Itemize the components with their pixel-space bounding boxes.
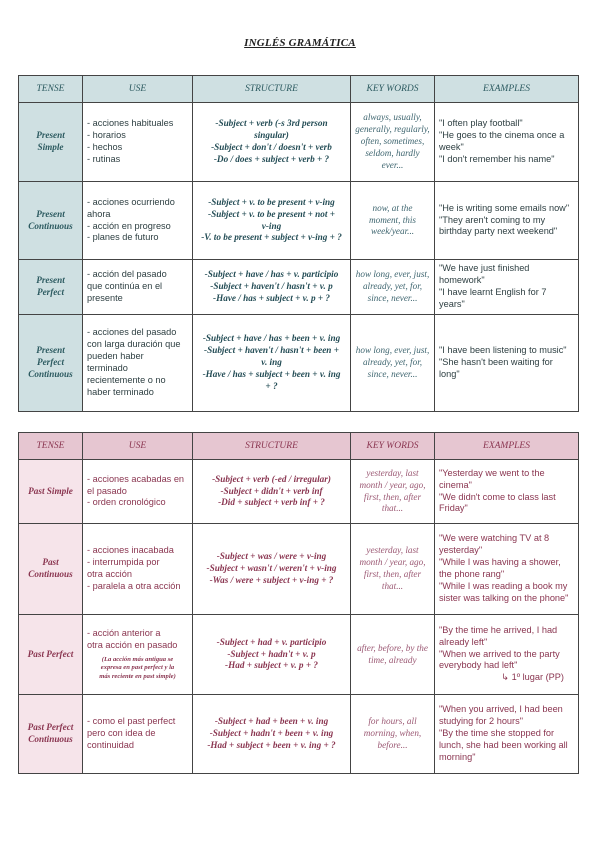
- example-line: studying for 2 hours": [439, 716, 523, 727]
- present-tenses-table: [18, 75, 579, 412]
- structure-line: -Subject + had + v. participio: [216, 636, 327, 647]
- example-line: "I don't remember his name": [439, 153, 555, 164]
- example-line: "When you arrived, I had been: [439, 704, 563, 715]
- keywords-line: generally, regularly,: [355, 124, 430, 135]
- example-line: "He goes to the cinema once a: [439, 130, 565, 141]
- structure-line: -Subject + v. to be present + not +: [208, 208, 335, 219]
- header-use: USE: [83, 76, 193, 103]
- structure-line: v. ing: [261, 356, 282, 367]
- tense-line: Past Simple: [28, 485, 73, 496]
- keywords-cell: [351, 460, 435, 524]
- use-line: - acción en progreso: [87, 220, 171, 231]
- examples-cell: [435, 260, 579, 315]
- structure-cell: [193, 615, 351, 695]
- keywords-line: since, never...: [367, 368, 418, 379]
- use-line: - acciones acabadas en: [87, 473, 185, 484]
- use-line: otra acción: [87, 569, 132, 579]
- example-line: "I often play football": [439, 118, 523, 129]
- tense-line: Simple: [37, 142, 64, 152]
- tense-line: Past Perfect: [27, 722, 74, 733]
- table-row: [19, 695, 579, 774]
- use-cell: [83, 524, 193, 615]
- keywords-cell: [351, 524, 435, 615]
- tense-line: Perfect: [36, 356, 65, 367]
- examples-cell: [435, 524, 579, 615]
- tense-cell: [19, 314, 83, 411]
- example-line: cinema": [439, 479, 472, 490]
- structure-line: -Subject + haven't / hasn't + been +: [204, 344, 339, 355]
- example-line: "I have been listening to music": [439, 344, 567, 355]
- use-line: - paralela a otra acción: [87, 580, 181, 591]
- example-line: "While I was having a shower,: [439, 557, 561, 568]
- use-cell: [83, 460, 193, 524]
- keywords-cell: [351, 314, 435, 411]
- use-cell: [83, 103, 193, 182]
- keywords-line: how long, ever, just,: [355, 344, 430, 355]
- keywords-line: that...: [381, 503, 404, 514]
- use-line: pueden haber: [87, 350, 144, 361]
- keywords-line: often, sometimes,: [360, 136, 425, 147]
- table-header-row: [19, 433, 579, 460]
- example-line: week": [439, 142, 464, 152]
- use-line: terminado: [87, 362, 128, 373]
- structure-line: -Do / does + subject + verb + ?: [213, 153, 330, 164]
- use-line: con larga duración que: [87, 338, 181, 349]
- use-line: haber terminado: [87, 386, 154, 397]
- table-row: [19, 314, 579, 411]
- structure-line: -Subject + verb (-ed / irregular): [212, 473, 331, 484]
- keywords-line: now, at the: [372, 202, 413, 213]
- tense-line: Continuous: [28, 220, 73, 231]
- structure-cell: [193, 182, 351, 260]
- structure-line: -Did + subject + verb inf + ?: [218, 497, 325, 508]
- example-line: "When we arrived to the party: [439, 648, 560, 659]
- structure-cell: [193, 695, 351, 774]
- structure-cell: [193, 314, 351, 411]
- keywords-cell: [351, 182, 435, 260]
- use-line: pero con idea de: [87, 728, 156, 739]
- note-line: (La acción más antigua se: [101, 655, 174, 663]
- structure-cell: [193, 103, 351, 182]
- tense-line: Present: [36, 344, 65, 355]
- use-cell: [83, 615, 193, 695]
- use-cell: [83, 695, 193, 774]
- tense-line: Present: [36, 208, 65, 219]
- example-line: already left": [439, 636, 488, 647]
- keywords-line: month / year, ago,: [359, 557, 426, 568]
- use-line: - interrumpida por: [87, 557, 160, 568]
- use-line: que continúa en el: [87, 280, 163, 291]
- examples-cell: [435, 460, 579, 524]
- example-line: long": [439, 368, 460, 379]
- use-line: - como el past perfect: [87, 716, 176, 727]
- use-line: - acción del pasado: [87, 268, 167, 279]
- keywords-line: after, before, by the: [357, 642, 428, 653]
- keywords-line: that...: [381, 580, 404, 591]
- keywords-line: moment, this: [369, 214, 416, 225]
- tense-line: Continuous: [28, 569, 73, 579]
- structure-line: -V. to be present + subject + v-ing + ?: [201, 232, 342, 243]
- use-line: - acciones del pasado: [87, 326, 177, 337]
- table-row: [19, 460, 579, 524]
- keywords-cell: [351, 103, 435, 182]
- use-note: [87, 656, 188, 682]
- example-line: "Yesterday we went to the: [439, 467, 545, 478]
- table-row: [19, 103, 579, 182]
- examples-cell: [435, 182, 579, 260]
- use-line: - acciones habituales: [87, 118, 174, 129]
- tense-cell: [19, 260, 83, 315]
- tense-cell: [19, 615, 83, 695]
- example-line: everybody had left": [439, 660, 518, 671]
- keywords-line: since, never...: [367, 292, 418, 303]
- keywords-line: seldom, hardly: [365, 147, 420, 158]
- use-line: - acciones inacabada: [87, 545, 174, 556]
- structure-line: -Have / has + subject + v. p + ?: [213, 292, 330, 303]
- header-key-words: KEY WORDS: [351, 433, 435, 460]
- keywords-line: how long, ever, just,: [355, 268, 430, 279]
- use-cell: [83, 260, 193, 315]
- structure-line: -Subject + verb (-s 3rd person: [215, 118, 328, 129]
- use-line: otra acción en pasado: [87, 639, 178, 650]
- keywords-line: for hours, all: [368, 716, 417, 727]
- structure-line: -Was / were + subject + v-ing + ?: [209, 574, 334, 585]
- structure-line: -Subject + was / were + v-ing: [216, 551, 327, 562]
- example-line: "We were watching TV at 8: [439, 533, 550, 544]
- example-line: morning": [439, 751, 476, 762]
- keywords-line: already, yet, for,: [362, 280, 423, 291]
- example-line: the phone rang": [439, 569, 505, 579]
- structure-line: -Subject + haven't / hasn't + v. p: [210, 280, 333, 291]
- keywords-line: week/year...: [370, 226, 415, 237]
- structure-line: singular): [254, 130, 289, 141]
- handwritten-note: ↳ 1º lugar (PP): [501, 672, 564, 683]
- use-line: - acción anterior a: [87, 627, 161, 638]
- header-examples: EXAMPLES: [435, 433, 579, 460]
- keywords-line: first, then, after: [363, 491, 422, 502]
- header-tense: TENSE: [19, 76, 83, 103]
- use-line: el pasado: [87, 485, 127, 496]
- example-line: birthday party next weekend": [439, 226, 558, 237]
- keywords-line: yesterday, last: [366, 545, 419, 556]
- example-line: "We didn't come to class last: [439, 491, 556, 502]
- example-line: yesterday": [439, 545, 483, 556]
- tense-line: Continuous: [28, 368, 73, 379]
- note-line: más reciente en past simple): [99, 672, 176, 680]
- example-line: "By the time she stopped for: [439, 728, 555, 739]
- structure-line: -Subject + didn't + verb inf: [220, 485, 323, 496]
- tense-cell: [19, 524, 83, 615]
- structure-line: -Subject + have / has + v. participio: [204, 268, 339, 279]
- examples-cell: [435, 615, 579, 695]
- keywords-line: yesterday, last: [366, 467, 419, 478]
- keywords-cell: [351, 695, 435, 774]
- examples-cell: [435, 695, 579, 774]
- structure-cell: [193, 460, 351, 524]
- keywords-line: time, already: [368, 654, 417, 665]
- tense-line: Present: [36, 130, 65, 141]
- structure-line: -Subject + have / has + been + v. ing: [202, 332, 341, 343]
- header-use: USE: [83, 433, 193, 460]
- examples-cell: [435, 103, 579, 182]
- use-cell: [83, 314, 193, 411]
- header-structure: STRUCTURE: [193, 433, 351, 460]
- structure-cell: [193, 260, 351, 315]
- table-header-row: [19, 76, 579, 103]
- keywords-line: always, usually,: [363, 112, 422, 123]
- keywords-line: month / year, ago,: [359, 479, 426, 490]
- tense-cell: [19, 182, 83, 260]
- keywords-line: morning, when,: [363, 728, 422, 739]
- header-tense: TENSE: [19, 433, 83, 460]
- note-line: expresa en past perfect y la: [100, 664, 175, 672]
- example-line: "They aren't coming to my: [439, 214, 546, 225]
- tense-cell: [19, 460, 83, 524]
- header-key-words: KEY WORDS: [351, 76, 435, 103]
- use-line: presente: [87, 292, 123, 303]
- table-row: [19, 524, 579, 615]
- structure-line: -Subject + wasn't / weren't + v-ing: [206, 563, 337, 574]
- tense-line: Continuous: [28, 734, 73, 744]
- structure-line: + ?: [265, 380, 278, 391]
- use-line: - orden cronológico: [87, 497, 166, 508]
- structure-line: -Subject + hadn't + been + v. ing: [209, 728, 334, 739]
- example-line: lunch, she had been working all: [439, 739, 568, 750]
- table-row: [19, 182, 579, 260]
- use-line: recientemente o no: [87, 374, 166, 385]
- example-line: "By the time he arrived, I had: [439, 624, 558, 635]
- example-line: Friday": [439, 503, 468, 514]
- tense-line: Perfect: [36, 286, 65, 297]
- tense-line: Present: [36, 274, 65, 285]
- structure-line: v-ing: [261, 220, 282, 231]
- example-line: sister was talking on the phone": [439, 592, 569, 603]
- example-line: "He is writing some emails now": [439, 202, 570, 213]
- keywords-cell: [351, 615, 435, 695]
- structure-line: -Had + subject + v. p + ?: [225, 660, 318, 671]
- keywords-line: ever...: [381, 159, 404, 170]
- tense-cell: [19, 695, 83, 774]
- use-line: - hechos: [87, 142, 123, 152]
- tense-cell: [19, 103, 83, 182]
- use-line: - acciones ocurriendo: [87, 196, 175, 207]
- past-tenses-table: [18, 432, 579, 774]
- keywords-line: before...: [377, 739, 408, 750]
- structure-line: -Have / has + subject + been + v. ing: [202, 368, 341, 379]
- structure-line: -Subject + hadn't + v. p: [227, 648, 316, 659]
- structure-cell: [193, 524, 351, 615]
- use-cell: [83, 182, 193, 260]
- example-line: "We have just finished: [439, 263, 530, 273]
- table-row: [19, 615, 579, 695]
- keywords-cell: [351, 260, 435, 315]
- structure-line: -Had + subject + been + v. ing + ?: [207, 739, 336, 750]
- structure-line: -Subject + had + been + v. ing: [214, 716, 329, 727]
- example-line: "She hasn't been waiting for: [439, 356, 553, 367]
- use-line: continuidad: [87, 739, 134, 750]
- use-line: ahora: [87, 208, 111, 219]
- tense-line: Past Perfect: [27, 648, 74, 659]
- examples-cell: [435, 314, 579, 411]
- keywords-line: already, yet, for,: [362, 356, 423, 367]
- use-line: - rutinas: [87, 153, 121, 164]
- header-examples: EXAMPLES: [435, 76, 579, 103]
- example-line: "I have learnt English for 7 years": [439, 286, 547, 309]
- example-line: "While I was reading a book my: [439, 580, 568, 591]
- structure-line: -Subject + don't / doesn't + verb: [211, 142, 332, 152]
- structure-line: -Subject + v. to be present + v-ing: [208, 196, 335, 207]
- use-line: - horarios: [87, 130, 126, 141]
- tense-line: Past: [42, 557, 59, 568]
- header-structure: STRUCTURE: [193, 76, 351, 103]
- example-line: homework": [439, 274, 485, 285]
- page-title: INGLÉS GRAMÁTICA: [244, 37, 356, 49]
- use-line: - planes de futuro: [87, 232, 159, 243]
- keywords-line: first, then, after: [363, 569, 422, 579]
- table-row: [19, 260, 579, 315]
